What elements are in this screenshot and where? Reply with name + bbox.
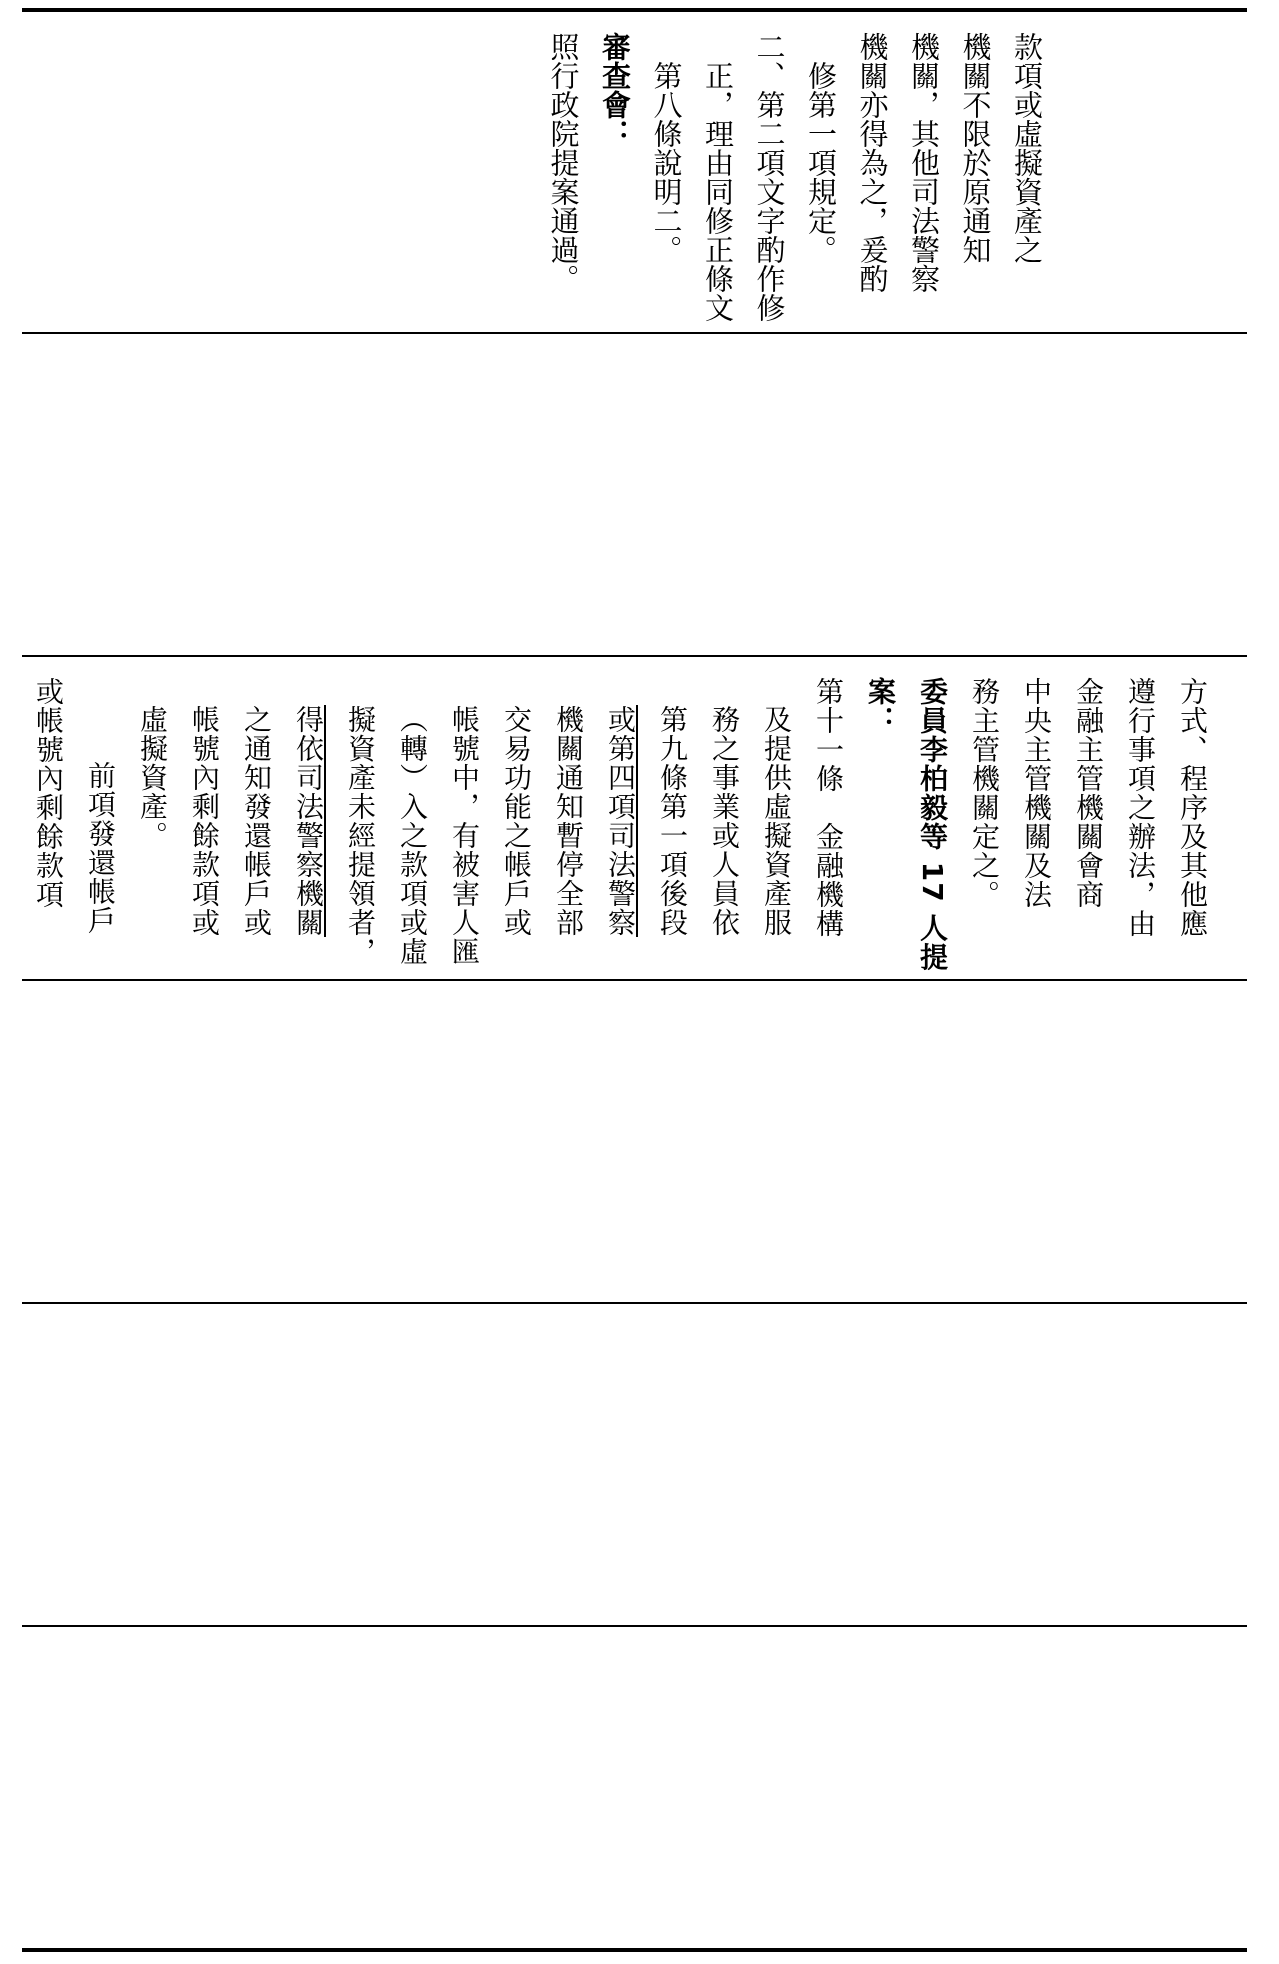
row1-line: 機關，其他司法警察	[907, 32, 941, 293]
row1-line: 照行政院提案通過。	[546, 32, 581, 293]
row3-line: 前項發還帳戶	[84, 761, 117, 935]
row3-line: 及提供虛擬資產服	[760, 705, 793, 937]
row1-line: 正，理由同修正條文	[701, 61, 735, 322]
table-row-2	[22, 334, 1247, 655]
row1-line: 款項或虛擬資產之	[1010, 32, 1044, 264]
row3-line: 遵行事項之辦法，由	[1124, 677, 1157, 938]
bottom-rule	[22, 1948, 1247, 1952]
row3-line: 帳號中，有被害人匯	[448, 705, 481, 966]
row3-line: 中央主管機關及法	[1020, 677, 1053, 909]
row3-line: 務之事業或人員依	[708, 705, 741, 937]
proposal-heading-cont: 案：	[864, 677, 897, 735]
table-row-6	[22, 1627, 1247, 1948]
table-row-5	[22, 1304, 1247, 1625]
row3-line: （轉）入之款項或虛	[396, 705, 429, 966]
row3-text-column	[22, 677, 1218, 982]
row3-line: 帳號內剩餘款項或	[188, 705, 221, 937]
row1-line: 二、第二項文字酌作修	[752, 32, 787, 322]
proposal-heading: 委員李柏毅等 17 人提	[916, 677, 949, 972]
row3-line: 虛擬資產。	[136, 705, 169, 850]
table-row-4	[22, 981, 1247, 1302]
table-row-1	[22, 12, 1247, 332]
row3-line: 之通知發還帳戶或	[240, 705, 273, 937]
row1-text-column	[537, 32, 1052, 332]
row3-line-underlined: 得依司法警察機關	[292, 705, 325, 937]
row3-line: 第九條第一項後段	[656, 705, 689, 937]
row3-line: 擬資產未經提領者，	[344, 705, 377, 966]
row3-line: 第十一條 金融機構	[812, 677, 845, 938]
row3-line: 方式、程序及其他應	[1176, 677, 1209, 938]
table-row-3	[22, 657, 1247, 979]
row3-line: 機關通知暫停全部	[552, 705, 585, 937]
row3-line-underlined: 或第四項司法警察	[604, 705, 637, 937]
row1-line: 機關亦得為之，爰酌	[855, 32, 890, 293]
review-committee-heading: 審查會：	[598, 32, 632, 148]
row3-line: 務主管機關定之。	[968, 677, 1001, 909]
row1-line: 第八條說明二。	[649, 61, 684, 264]
row3-line: 交易功能之帳戶或	[500, 705, 533, 937]
row3-line: 或帳號內剩餘款項	[32, 677, 65, 909]
row1-line: 機關不限於原通知	[958, 32, 993, 264]
row1-line: 修第一項規定。	[804, 61, 838, 264]
row3-line: 金融主管機關會商	[1072, 677, 1105, 909]
